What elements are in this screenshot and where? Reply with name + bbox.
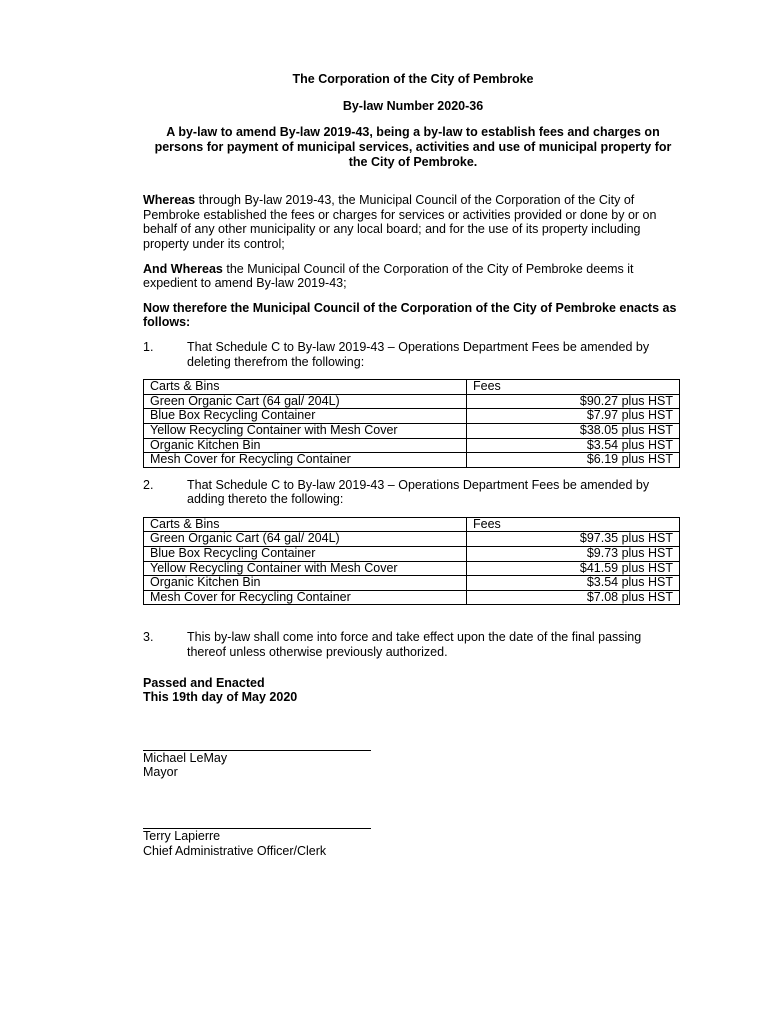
whereas-text: through By-law 2019-43, the Municipal Council of the Corporation of the City of Pembroke established the fees or charges for services or activities provided or done by or on behalf of any other municipality or any local board; and for the use of its property including property under its control; [143,193,657,251]
signatory-name: Terry Lapierre [143,829,221,843]
table-row [144,423,680,438]
table-cell-item: Organic Kitchen Bin [144,576,467,591]
table-cell-item: Yellow Recycling Container with Mesh Cover [144,561,467,576]
table-cell-item: Yellow Recycling Container with Mesh Cover [144,423,467,438]
table-cell-fee: $6.19 plus HST [467,453,680,468]
passed-and-enacted [143,676,683,705]
clause-3 [143,630,683,659]
table-row [144,547,680,562]
now-therefore-paragraph: Now therefore the Municipal Council of the Corporation of the City of Pembroke enacts as follows: [143,300,677,330]
table-cell-item: Mesh Cover for Recycling Container [144,453,467,468]
fees-table-deleted [143,379,680,468]
table-row [144,561,680,576]
table-row [144,409,680,424]
document-page [143,72,683,858]
table-cell-item: Blue Box Recycling Container [144,409,467,424]
table-cell-fee: $9.73 plus HST [467,547,680,562]
clause-number: 2. [143,477,154,492]
bylaw-number: By-law Number 2020-36 [342,98,484,113]
table-cell-fee: $90.27 plus HST [467,394,680,409]
table-row [144,532,680,547]
clause-text: That Schedule C to By-law 2019-43 – Operations Department Fees be amended by deleting therefrom the following: [187,339,650,369]
document-title: The Corporation of the City of Pembroke [292,72,534,86]
whereas-paragraph [143,193,683,251]
table-row [144,394,680,409]
clause-1 [143,340,683,369]
table-cell-item: Green Organic Cart (64 gal/ 204L) [144,394,467,409]
table-cell-fee: $38.05 plus HST [467,423,680,438]
signature-block-clerk [143,828,371,858]
table-cell-fee: $41.59 plus HST [467,561,680,576]
signatory-title: Mayor [143,765,178,780]
table-cell-fee: $3.54 plus HST [467,438,680,453]
and-whereas-lead: And Whereas [143,261,223,276]
table-cell-fee: $7.97 plus HST [467,409,680,424]
table-header-row [144,380,680,395]
bylaw-subtitle: A by-law to amend By-law 2019-43, being a by-law to establish fees and charges on persons for payment of municipal services, activities and use of municipal property for the City of Pembroke. [154,125,672,170]
clause-text: That Schedule C to By-law 2019-43 – Operations Department Fees be amended by adding thereto the following: [187,477,650,507]
table-header-cell: Carts & Bins [144,517,467,532]
table-row [144,453,680,468]
and-whereas-paragraph [143,262,683,291]
signatory-name: Michael LeMay [143,750,228,765]
table-cell-fee: $7.08 plus HST [467,590,680,605]
table-cell-item: Green Organic Cart (64 gal/ 204L) [144,532,467,547]
table-header-cell: Fees [467,517,680,532]
passed-line: Passed and Enacted [143,675,265,690]
table-header-cell: Fees [467,380,680,395]
signature-block-mayor [143,750,371,780]
whereas-lead: Whereas [143,193,196,208]
and-whereas-text: the Municipal Council of the Corporation of the City of Pembroke deems it expedient to amend By-law 2019-43; [143,261,634,291]
table-row [144,438,680,453]
table-cell-fee: $3.54 plus HST [467,576,680,591]
table-header-row [144,517,680,532]
table-cell-item: Mesh Cover for Recycling Container [144,590,467,605]
table-cell-fee: $97.35 plus HST [467,532,680,547]
clause-2 [143,478,683,507]
enacted-date: This 19th day of May 2020 [143,690,298,705]
table-row [144,576,680,591]
table-row [144,590,680,605]
clause-number: 1. [143,339,154,354]
clause-text: This by-law shall come into force and take effect upon the date of the final passing thereof unless otherwise previously authorized. [187,630,642,660]
table-cell-item: Blue Box Recycling Container [144,547,467,562]
fees-table-added [143,517,680,606]
table-header-cell: Carts & Bins [144,380,467,395]
clause-number: 3. [143,630,154,645]
signatory-title: Chief Administrative Officer/Clerk [143,843,327,858]
table-cell-item: Organic Kitchen Bin [144,438,467,453]
